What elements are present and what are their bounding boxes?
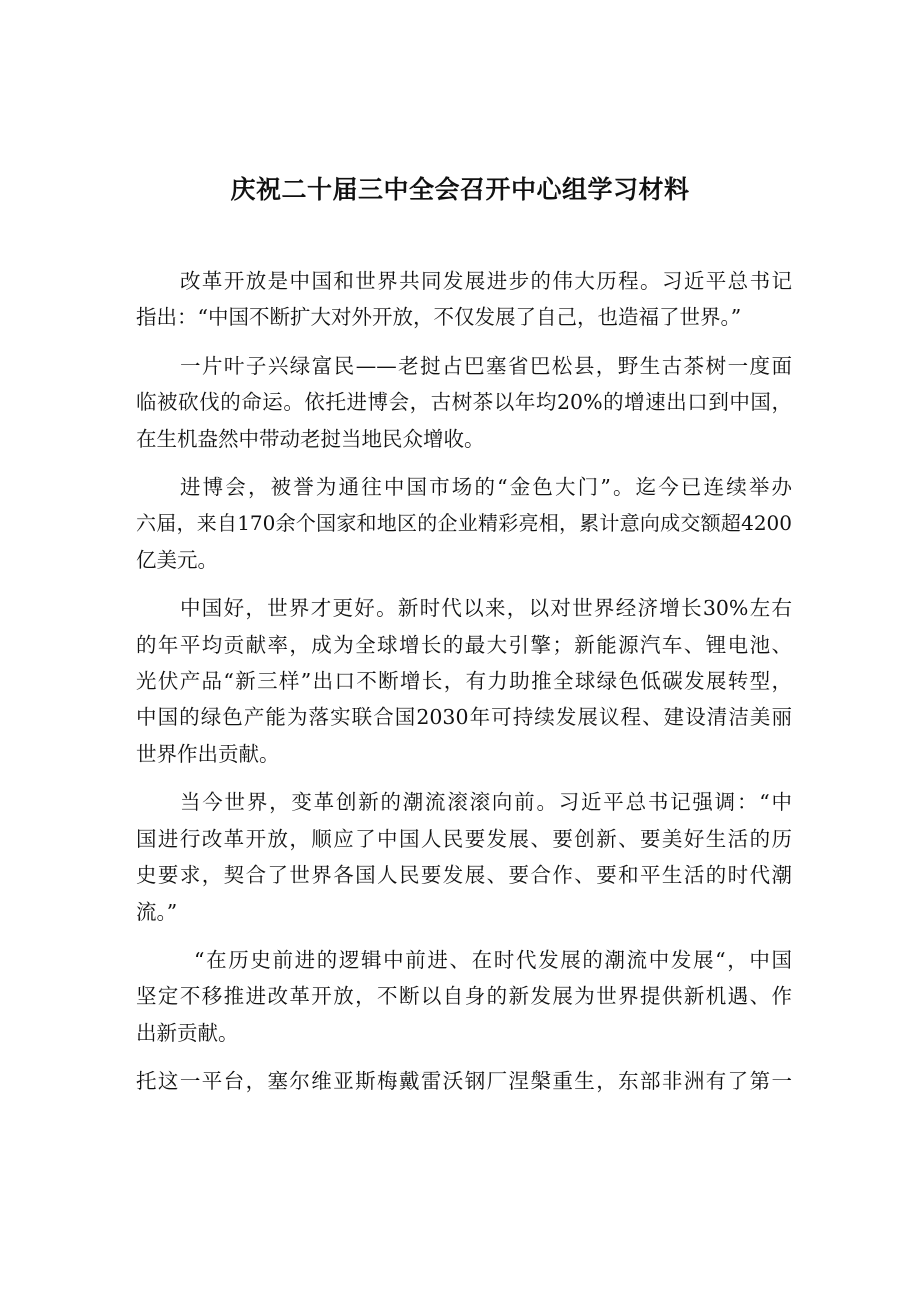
paragraph-5 bbox=[136, 784, 792, 930]
paragraph-line: 史要求，契合了世界各国人民要发展、要合作、要和平生活的时代潮 bbox=[136, 863, 792, 888]
paragraph-line: 一片叶子兴绿富民——老挝占巴塞省巴松县，野生古茶树一度面 bbox=[180, 353, 792, 378]
paragraph-line: 流。” bbox=[136, 899, 178, 924]
document-title: 庆祝二十届三中全会召开中心组学习材料 bbox=[230, 175, 690, 204]
paragraph-line: 世界作出贡献。 bbox=[136, 741, 280, 766]
paragraph-line: 托这一平台，塞尔维亚斯梅戴雷沃钢厂涅槃重生，东部非洲有了第一 bbox=[136, 1069, 792, 1094]
paragraph-line: 中国的绿色产能为落实联合国2030年可持续发展议程、建设清洁美丽 bbox=[136, 705, 792, 730]
paragraph-line: 出新贡献。 bbox=[136, 1020, 239, 1045]
paragraph-3 bbox=[136, 469, 792, 578]
paragraph-4 bbox=[136, 590, 792, 772]
paragraph-6 bbox=[136, 942, 792, 1051]
paragraph-1 bbox=[136, 263, 792, 336]
paragraph-line: 临被砍伐的命运。依托进博会，古树茶以年均20%的增速出口到中国， bbox=[136, 390, 792, 415]
paragraph-2 bbox=[136, 348, 792, 457]
paragraph-line: 六届，来自170余个国家和地区的企业精彩亮相，累计意向成交额超4200 bbox=[136, 511, 792, 536]
paragraph-line: 进博会，被誉为通往中国市场的“金色大门”。迄今已连续举办 bbox=[180, 475, 792, 500]
paragraph-line: 国进行改革开放，顺应了中国人民要发展、要创新、要美好生活的历 bbox=[136, 826, 792, 851]
paragraph-line: 当今世界，变革创新的潮流滚滚向前。习近平总书记强调：“中 bbox=[180, 790, 792, 815]
paragraph-line: 坚定不移推进改革开放，不断以自身的新发展为世界提供新机遇、作 bbox=[136, 984, 792, 1009]
paragraph-line: 光伏产品“新三样”出口不断增长，有力助推全球绿色低碳发展转型， bbox=[136, 669, 792, 694]
paragraph-line: 指出：“中国不断扩大对外开放，不仅发展了自己，也造福了世界。” bbox=[136, 305, 742, 330]
paragraph-line: 中国好，世界才更好。新时代以来，以对世界经济增长30%左右 bbox=[180, 596, 792, 621]
paragraph-line: 亿美元。 bbox=[136, 547, 218, 572]
paragraph-line: 在生机盎然中带动老挝当地民众增收。 bbox=[136, 426, 485, 451]
paragraph-line: “在历史前进的逻辑中前进、在时代发展的潮流中发展“，中国 bbox=[194, 947, 792, 972]
paragraph-line: 改革开放是中国和世界共同发展进步的伟大历程。习近平总书记 bbox=[180, 269, 792, 293]
paragraph-7 bbox=[136, 1063, 792, 1099]
document-body bbox=[136, 263, 792, 1100]
paragraph-line: 的年平均贡献率，成为全球增长的最大引擎；新能源汽车、锂电池、 bbox=[136, 632, 792, 657]
